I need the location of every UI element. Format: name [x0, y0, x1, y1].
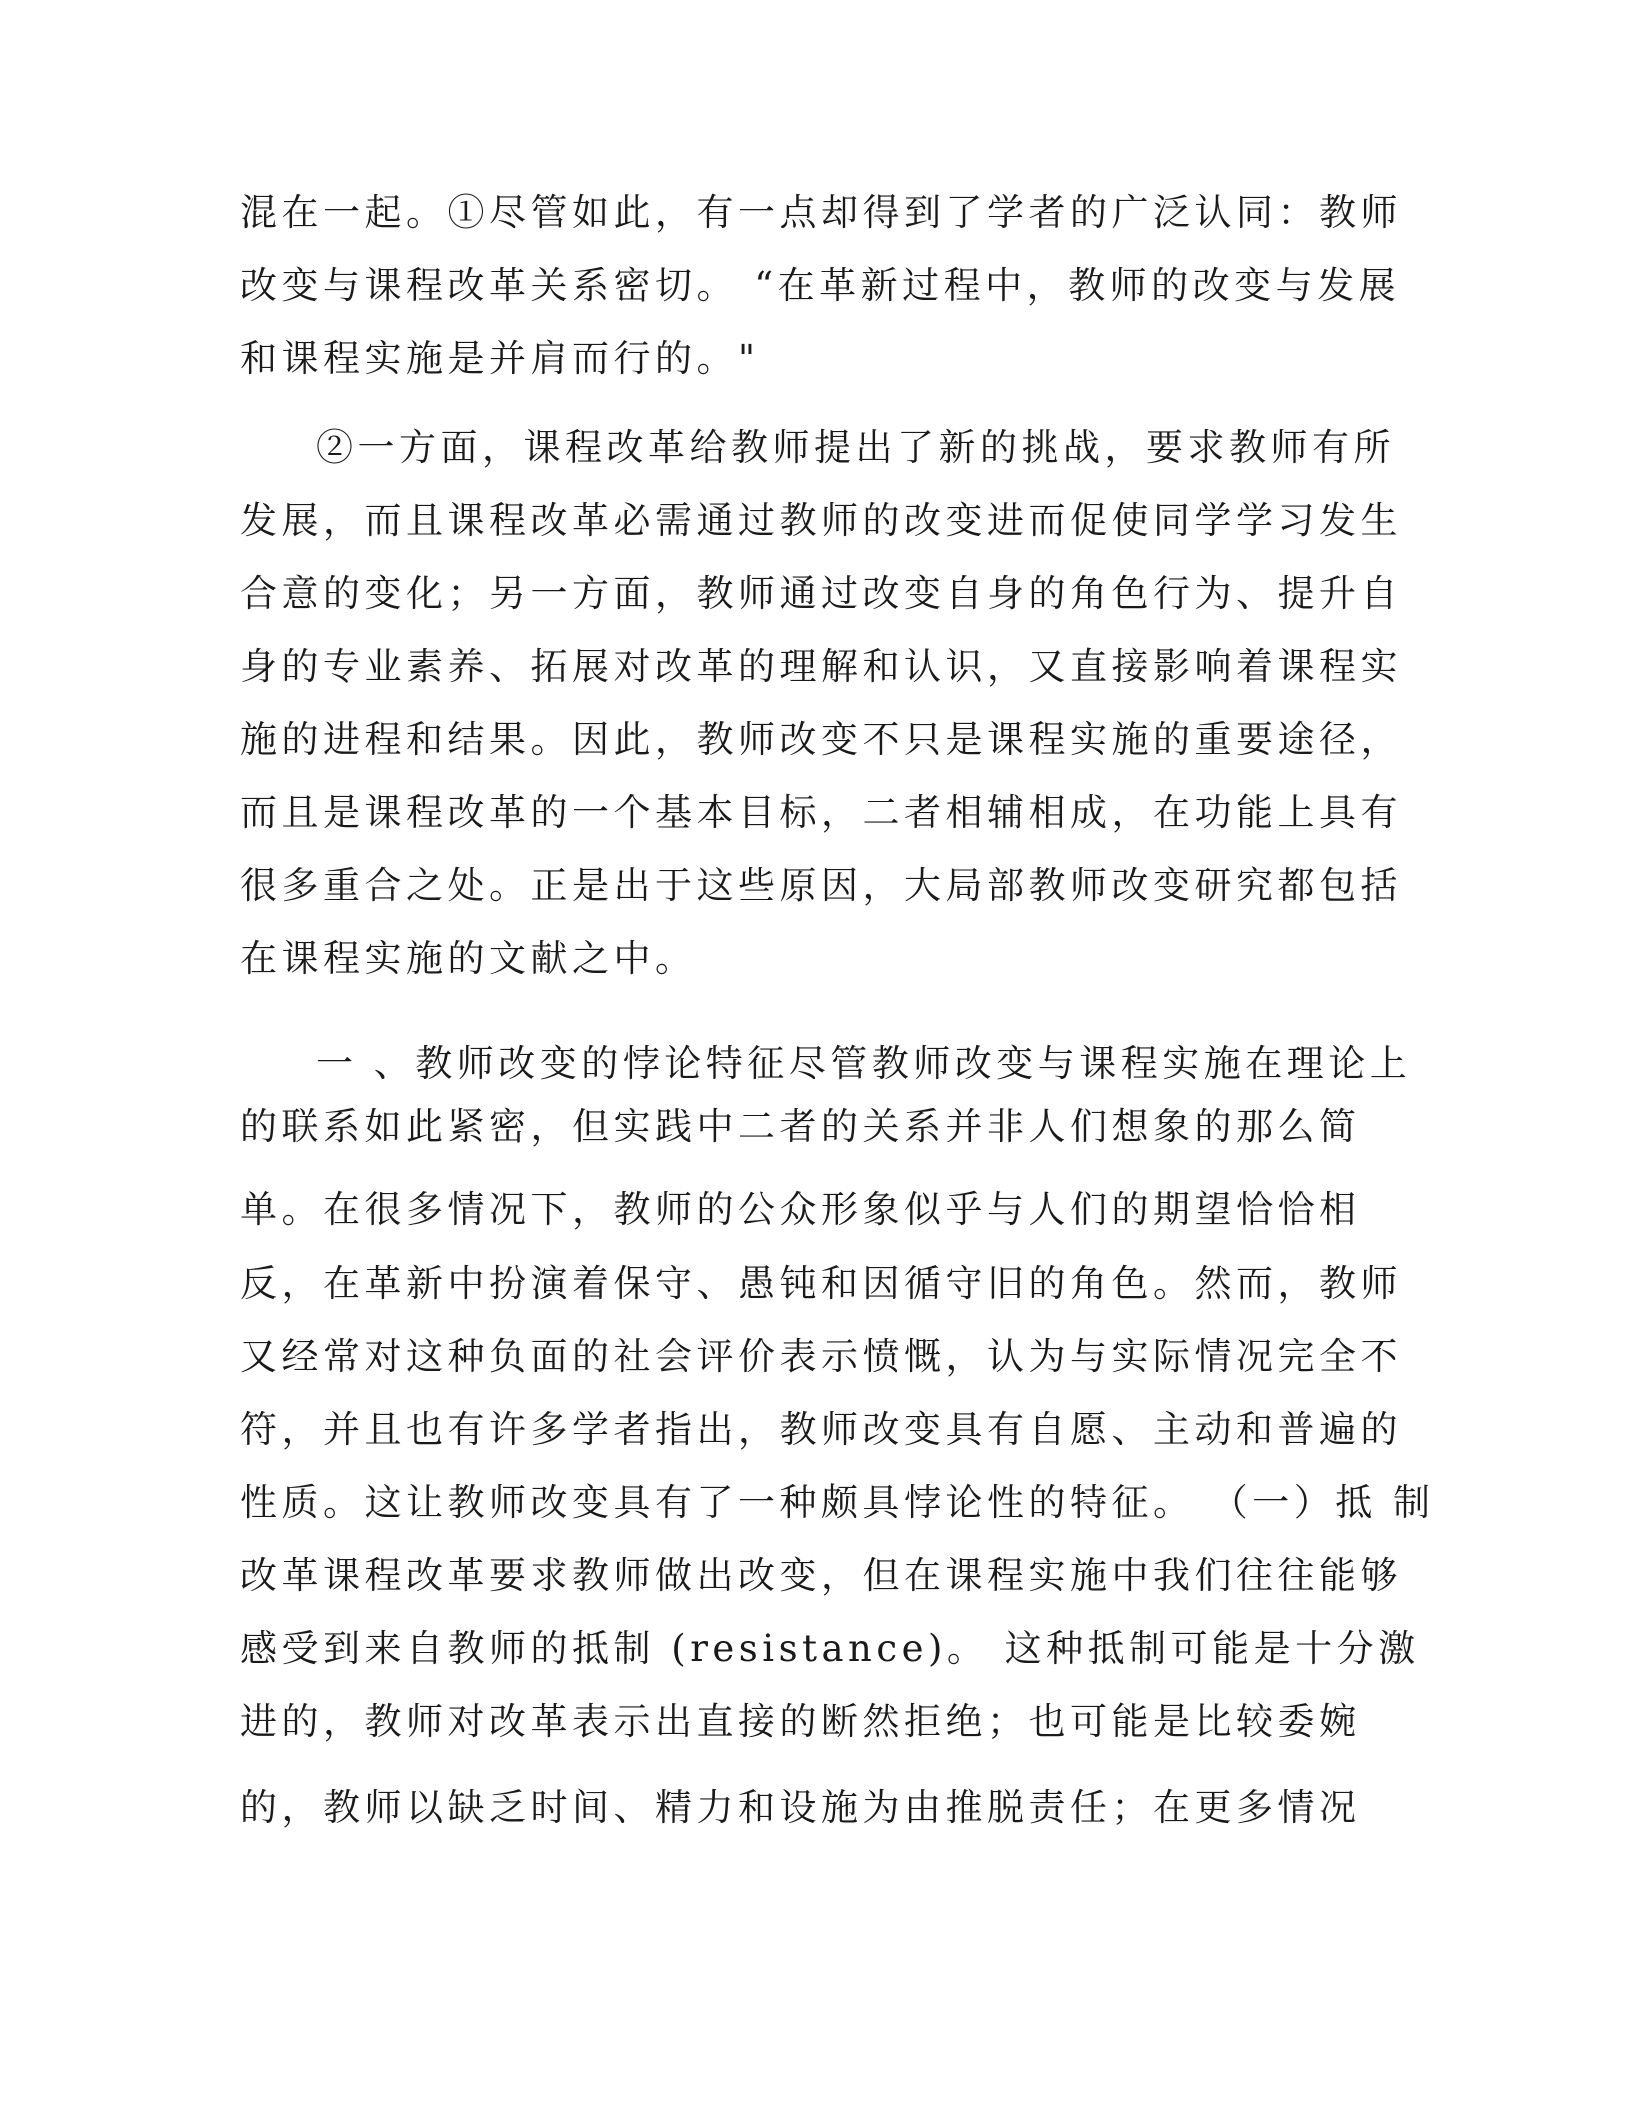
text-line-15: 反，在革新中扮演着保守、愚钝和因循守旧的角色。然而，教师: [240, 1262, 1402, 1305]
text-line-17: 符，并且也有许多学者指出，教师改变具有自愿、主动和普遍的: [240, 1408, 1402, 1451]
text-line-11: 在课程实施的文献之中。: [240, 937, 697, 980]
text-line-16: 又经常对这种负面的社会评价表示愤慨，认为与实际情况完全不: [240, 1335, 1402, 1378]
paragraph-2-line-1: ②一方面，课程改革给教师提出了新的挑战，要求教师有所: [316, 426, 1395, 469]
text-line-18: 性质。这让教师改变具有了一种颇具悖论性的特征。 （一）抵 制: [240, 1481, 1435, 1524]
text-line-14: 单。在很多情况下，教师的公众形象似乎与人们的期望恰恰相: [240, 1188, 1361, 1231]
text-line-13: 的联系如此紧密，但实践中二者的关系并非人们想象的那么简: [240, 1105, 1361, 1148]
section-heading-line: 一 、教师改变的悖论特征尽管教师改变与课程实施在理论上: [316, 1042, 1412, 1085]
text-line-9: 而且是课程改革的一个基本目标，二者相辅相成，在功能上具有: [240, 791, 1402, 834]
text-line-20: 感受到来自教师的抵制 (resistance)。 这种抵制可能是十分激: [240, 1627, 1420, 1670]
text-line-1: 混在一起。①尽管如此，有一点却得到了学者的广泛认同：教师: [240, 191, 1402, 234]
text-line-19: 改革课程改革要求教师做出改变，但在课程实施中我们往往能够: [240, 1554, 1402, 1597]
text-line-6: 合意的变化；另一方面，教师通过改变自身的角色行为、提升自: [240, 572, 1402, 615]
text-line-7: 身的专业素养、拓展对改革的理解和认识，又直接影响着课程实: [240, 645, 1402, 688]
text-line-21: 进的，教师对改革表示出直接的断然拒绝；也可能是比较委婉: [240, 1700, 1361, 1743]
text-line-2: 改变与课程改革关系密切。 “在革新过程中，教师的改变与发展: [240, 264, 1401, 307]
text-line-5: 发展，而且课程改革必需通过教师的改变进而促使同学学习发生: [240, 499, 1402, 542]
text-line-10: 很多重合之处。正是出于这些原因，大局部教师改变研究都包括: [240, 864, 1402, 907]
text-line-8: 施的进程和结果。因此，教师改变不只是课程实施的重要途径，: [240, 718, 1402, 761]
text-line-22: 的，教师以缺乏时间、精力和设施为由推脱责任；在更多情况: [240, 1786, 1361, 1829]
text-line-3: 和课程实施是并肩而行的。": [240, 337, 760, 380]
